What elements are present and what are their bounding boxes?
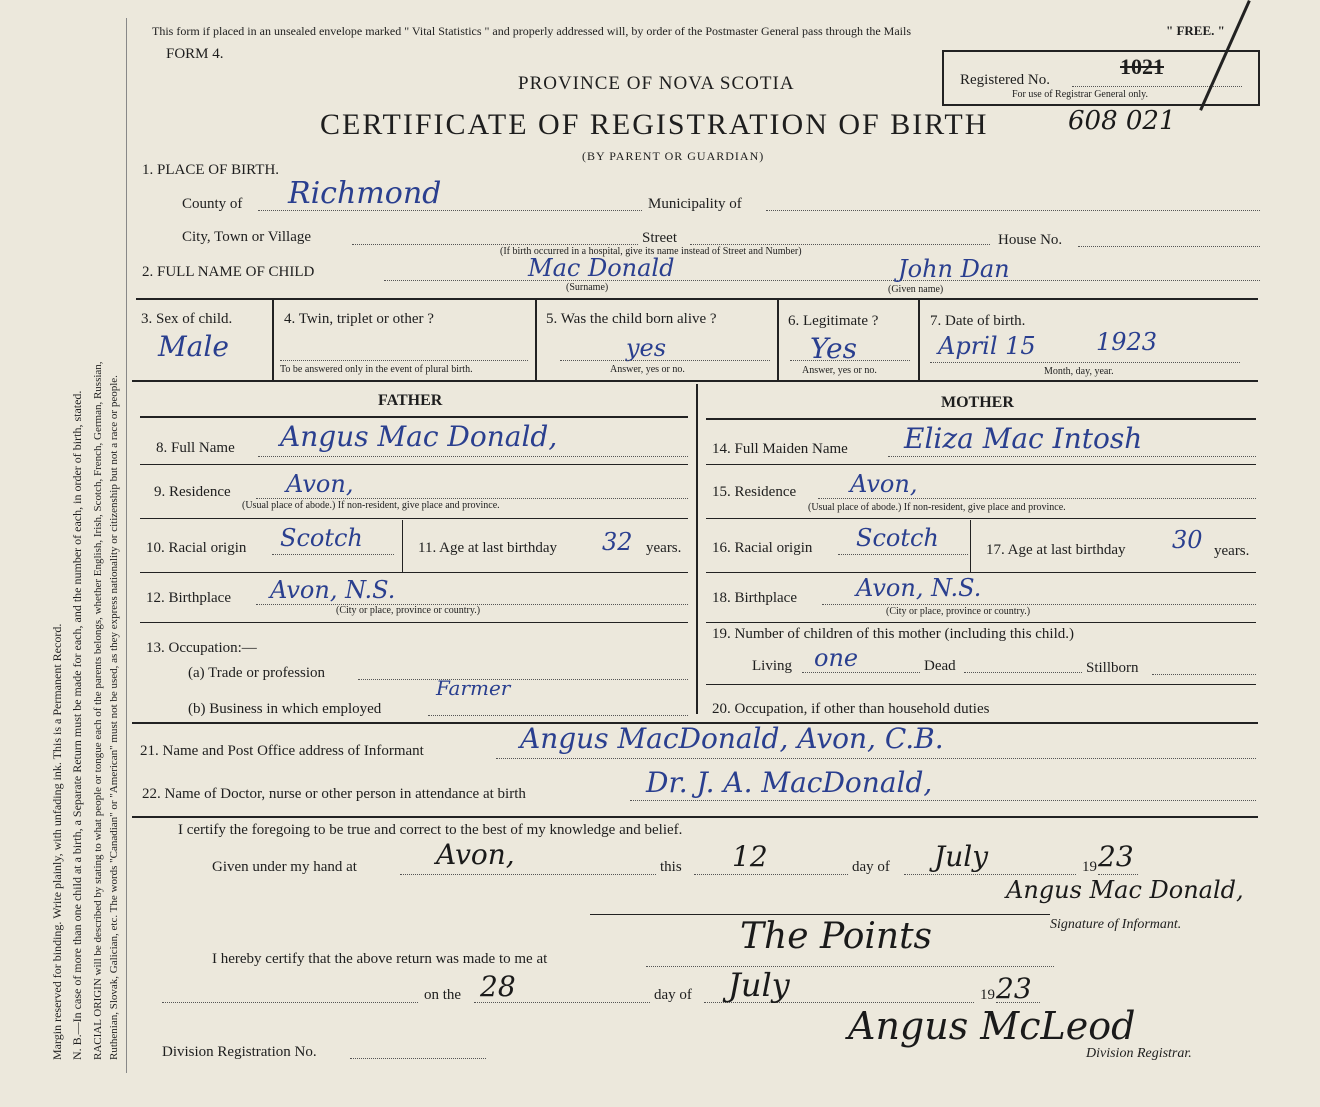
street-label: Street	[642, 230, 677, 246]
city-label: City, Town or Village	[182, 229, 312, 245]
province-heading: PROVINCE OF NOVA SCOTIA	[518, 73, 795, 94]
father-birthplace-label: 12. Birthplace	[146, 590, 231, 606]
registered-label: Registered No.	[960, 72, 1050, 88]
living-label: Living	[752, 658, 792, 674]
mother-name-value: Eliza Mac Intosh	[904, 422, 1143, 455]
legitimate-value: Yes	[810, 332, 857, 365]
mother-age-unit: years.	[1214, 543, 1250, 559]
mother-age-value: 30	[1172, 526, 1203, 554]
doctor-label: 22. Name of Doctor, nurse or other person in attendance at birth	[142, 786, 526, 802]
margin-note-binding: Margin reserved for binding. Write plainly, with unfading ink. This is a Permanent Record.	[50, 623, 64, 1060]
legitimate-label: 6. Legitimate ?	[788, 313, 879, 329]
margin-rule	[126, 18, 127, 1073]
house-number-label: House No.	[998, 232, 1063, 248]
born-alive-note: Answer, yes or no.	[610, 364, 685, 375]
this-day-value: 12	[732, 840, 768, 873]
municipality-label: Municipality of	[648, 196, 742, 212]
mother-residence-note: (Usual place of abode.) If non-resident, give place and province.	[808, 502, 1066, 513]
registrar-month-value: July	[728, 966, 790, 1004]
living-value: one	[814, 644, 859, 672]
child-given-name-value: John Dan	[898, 255, 1010, 283]
stillborn-label: Stillborn	[1086, 660, 1139, 676]
doctor-value: Dr. J. A. MacDonald,	[646, 766, 933, 799]
father-residence-label: 9. Residence	[154, 484, 231, 500]
mother-occupation-label: 20. Occupation, if other than household duties	[712, 701, 990, 717]
father-age-label: 11. Age at last birthday	[418, 540, 557, 556]
mother-racial-origin-label: 16. Racial origin	[712, 540, 813, 556]
certify-year-value: 23	[1098, 840, 1134, 873]
margin-note-multiple-births: N. B.—In case of more than one child at a birth, a Separate Return must be made for each, and the number of each, in order of birth, stated.	[70, 390, 84, 1060]
mother-residence-label: 15. Residence	[712, 484, 797, 500]
father-racial-origin-label: 10. Racial origin	[146, 540, 247, 556]
place-of-birth-heading: 1. PLACE OF BIRTH.	[142, 162, 280, 178]
date-of-birth-note: Month, day, year.	[1044, 366, 1114, 377]
father-name-label: 8. Full Name	[156, 440, 235, 456]
father-age-unit: years.	[646, 540, 682, 556]
registrar-year-value: 23	[996, 972, 1032, 1005]
sex-value: Male	[158, 330, 229, 363]
stamp-number: 608 021	[1068, 106, 1176, 136]
date-of-birth-year: 1923	[1096, 328, 1158, 356]
registrar-day-of-label: day of	[654, 987, 692, 1003]
registrar-year-prefix: 19	[980, 987, 995, 1003]
mother-name-label: 14. Full Maiden Name	[712, 441, 848, 457]
business-value: Farmer	[436, 676, 511, 700]
registrar-use-note: For use of Registrar General only.	[1012, 89, 1148, 100]
child-name-label: 2. FULL NAME OF CHILD	[142, 264, 315, 280]
date-of-birth-value: April 15	[938, 332, 1036, 360]
postal-free: " FREE. "	[1166, 23, 1225, 38]
father-age-value: 32	[602, 528, 633, 556]
mother-racial-origin-value: Scotch	[856, 524, 939, 552]
father-birthplace-value: Avon, N.S.	[270, 576, 396, 604]
father-heading: FATHER	[378, 392, 443, 409]
child-surname-value: Mac Donald	[528, 254, 675, 282]
certify-statement: I certify the foregoing to be true and correct to the best of my knowledge and belief.	[178, 822, 683, 838]
this-label: this	[660, 859, 682, 875]
dead-label: Dead	[924, 658, 956, 674]
informant-label: 21. Name and Post Office address of Informant	[140, 743, 424, 759]
day-of-label: day of	[852, 859, 890, 875]
registrar-signature: Angus McLeod	[848, 1004, 1136, 1048]
mother-birthplace-label: 18. Birthplace	[712, 590, 797, 606]
born-alive-value: yes	[626, 334, 667, 362]
father-racial-origin-value: Scotch	[280, 524, 363, 552]
rule-certify	[132, 816, 1258, 818]
sex-label: 3. Sex of child.	[141, 311, 233, 327]
registered-number: 1021	[1120, 54, 1164, 79]
date-of-birth-label: 7. Date of birth.	[930, 313, 1026, 329]
father-occupation-label: 13. Occupation:—	[146, 640, 257, 656]
born-alive-label: 5. Was the child born alive ?	[546, 311, 717, 327]
margin-note-racial-origin-cont: Ruthenian, Slovak, Galician, etc. The words "Canadian" or "American" must not be used, as they express nationality or citizenship but not a race or people.	[108, 375, 120, 1060]
children-count-label: 19. Number of children of this mother (including this child.)	[712, 626, 1075, 642]
county-label: County of	[182, 196, 243, 212]
column-divider	[696, 384, 698, 714]
registrar-statement: I hereby certify that the above return was made to me at	[212, 951, 548, 967]
twin-note: To be answered only in the event of plural birth.	[280, 364, 473, 375]
legitimate-note: Answer, yes or no.	[802, 365, 877, 376]
informant-signature: Angus Mac Donald,	[1006, 876, 1244, 904]
hospital-note: (If birth occurred in a hospital, give its name instead of Street and Number)	[500, 246, 802, 257]
informant-value: Angus MacDonald, Avon, C.B.	[520, 722, 944, 755]
mother-age-label: 17. Age at last birthday	[986, 542, 1126, 558]
form-number: FORM 4.	[166, 46, 224, 62]
registrar-caption: Division Registrar.	[1086, 1046, 1192, 1061]
father-residence-note: (Usual place of abode.) If non-resident, give place and province.	[242, 500, 500, 511]
certificate-subtitle: (BY PARENT OR GUARDIAN)	[582, 149, 765, 163]
rule-bottom-row	[132, 380, 1258, 382]
given-name-caption: (Given name)	[888, 284, 944, 295]
on-the-label: on the	[424, 987, 462, 1003]
father-birthplace-note: (City or place, province or country.)	[336, 605, 481, 616]
county-value: Richmond	[288, 176, 442, 211]
certify-year-prefix: 19	[1082, 859, 1097, 875]
surname-caption: (Surname)	[566, 282, 609, 293]
certify-month-value: July	[934, 840, 989, 873]
given-under-hand-label: Given under my hand at	[212, 859, 357, 875]
given-under-hand-place: Avon,	[436, 838, 515, 871]
mother-birthplace-value: Avon, N.S.	[856, 574, 982, 602]
mother-birthplace-note: (City or place, province or country.)	[886, 606, 1031, 617]
division-registration-label: Division Registration No.	[162, 1044, 317, 1060]
twin-label: 4. Twin, triplet or other ?	[284, 311, 434, 327]
postal-notice: This form if placed in an unsealed envelope marked " Vital Statistics " and properly addressed will, by order of the Postmaster General pass through the Mails	[152, 24, 911, 38]
margin-note-racial-origin: RACIAL ORIGIN will be described by stating to what people or tongue each of the parents belongs, whether English, Irish, Scotch, French, German, Russian,	[92, 361, 104, 1060]
rule-top-row	[136, 298, 1258, 300]
on-the-value: 28	[480, 970, 516, 1003]
mother-heading: MOTHER	[941, 394, 1014, 411]
father-residence-value: Avon,	[286, 470, 354, 498]
business-label: (b) Business in which employed	[188, 701, 382, 717]
certificate-title: CERTIFICATE OF REGISTRATION OF BIRTH	[320, 108, 989, 141]
informant-signature-caption: Signature of Informant.	[1050, 917, 1182, 932]
trade-label: (a) Trade or profession	[188, 665, 326, 681]
mother-residence-value: Avon,	[850, 470, 918, 498]
father-name-value: Angus Mac Donald,	[280, 420, 558, 453]
registrar-place-value: The Points	[740, 916, 933, 957]
